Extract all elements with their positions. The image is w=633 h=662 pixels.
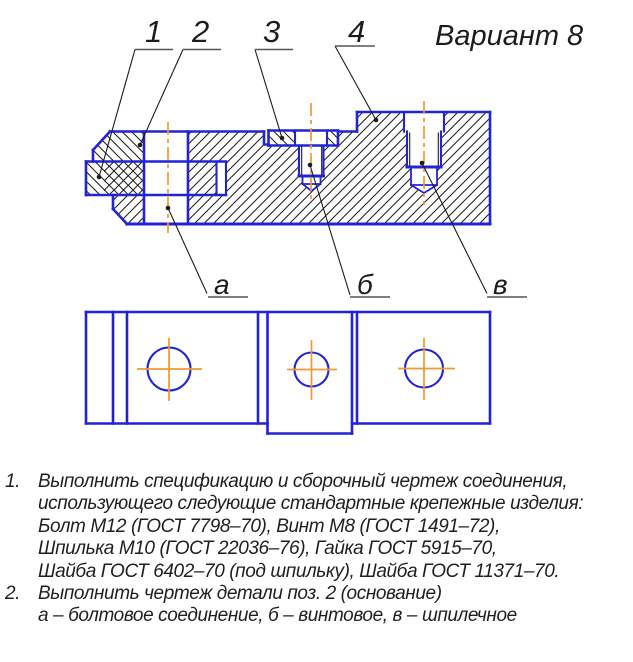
section-view <box>86 101 490 233</box>
task-1-text <box>38 471 583 583</box>
plan-view <box>86 312 490 434</box>
task-2-number: 2. <box>5 583 21 605</box>
task-list <box>5 471 629 628</box>
callout-4-label: 4 <box>348 14 366 49</box>
callout-4 <box>335 14 378 122</box>
task-1-line: использующего следующие стандартные крепежные изделия: <box>38 493 584 515</box>
task-item-1 <box>5 471 629 583</box>
task-item-2 <box>5 583 629 628</box>
task-2-line: а – болтовое соединение, б – винтовое, в – шпилечное <box>38 605 517 627</box>
task-2-text <box>38 583 517 628</box>
task-1-number: 1. <box>5 471 21 492</box>
callout-3-label: 3 <box>263 14 281 49</box>
task-1-line: Выполнить спецификацию и сборочный чертеж соединения, <box>38 471 568 492</box>
callout-3 <box>255 14 293 140</box>
task-1-line: Болт М12 (ГОСТ 7798–70), Винт М8 (ГОСТ 1491–72), <box>38 515 500 537</box>
callout-2-label: 2 <box>192 14 210 49</box>
callout-v-label: в <box>493 269 508 300</box>
task-1-line: Шпилька М10 (ГОСТ 22036–76), Гайка ГОСТ 5915–70, <box>38 538 497 560</box>
callout-1-label: 1 <box>145 14 163 49</box>
callout-b-label: б <box>357 269 373 300</box>
crosshairs <box>137 338 455 401</box>
task-1-line: Шайба ГОСТ 6402–70 (под шпильку), Шайба ГОСТ 11371–70. <box>38 560 560 582</box>
variant-title: Вариант 8 <box>435 20 584 52</box>
callout-a-label: а <box>214 269 230 300</box>
task-2-line: Выполнить чертеж детали поз. 2 (основание) <box>38 583 442 605</box>
